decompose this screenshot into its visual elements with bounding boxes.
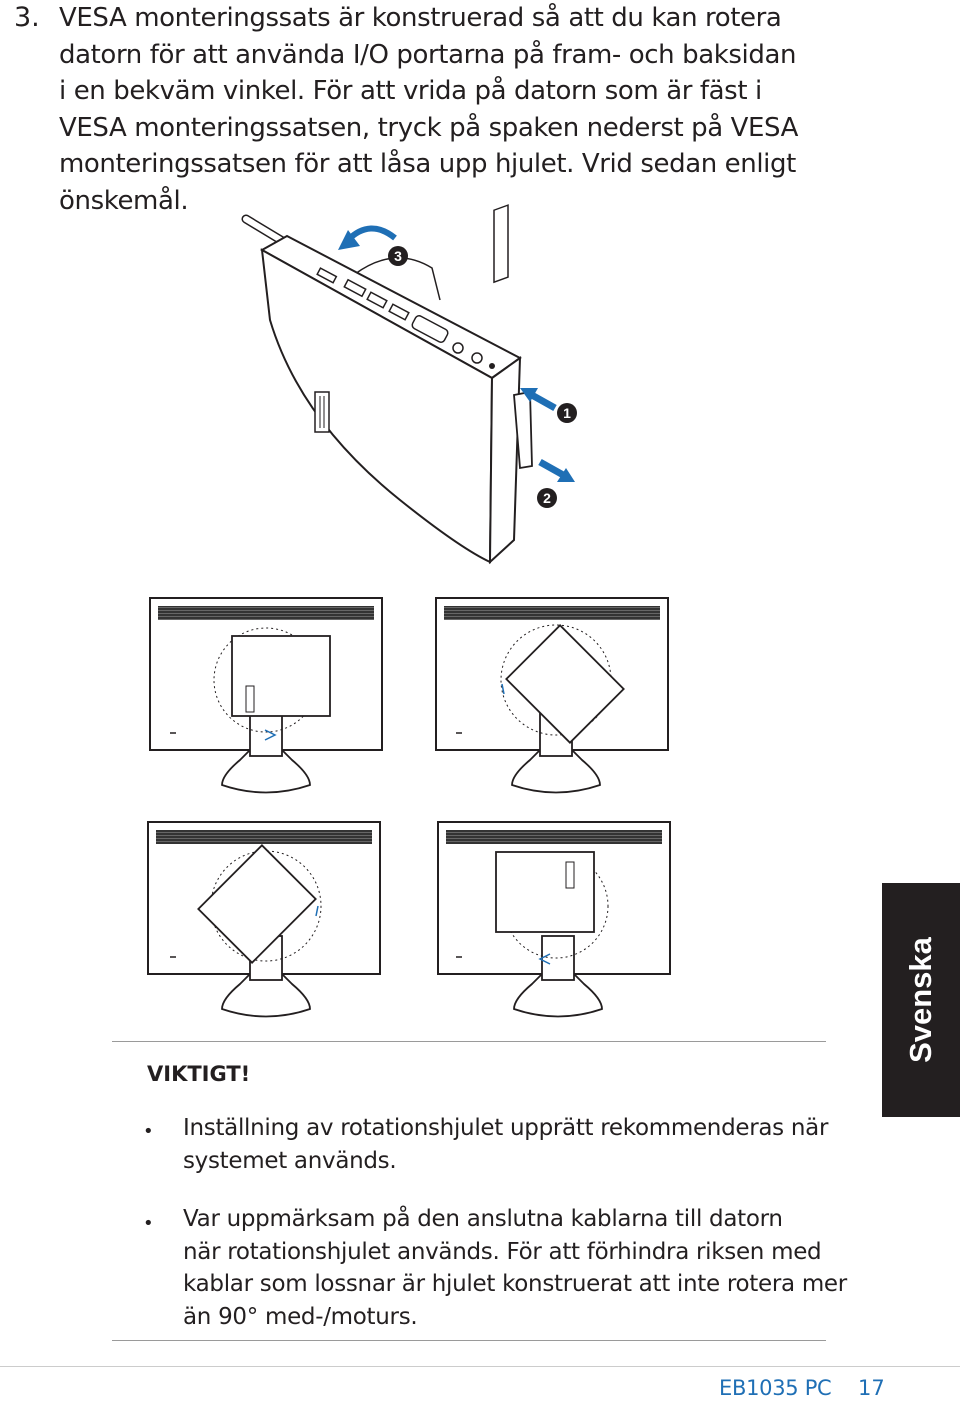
step-line: datorn för att använda I/O portarna på fram- och baksidan [59, 39, 797, 70]
callout-3-label: 3 [394, 248, 402, 264]
step-number: 3. [14, 2, 40, 33]
step-line: önskemål. [59, 185, 189, 216]
language-tab-label: Svenska [903, 937, 938, 1063]
footer-model: EB1035 PC [719, 1376, 832, 1400]
important-top-rule [112, 1041, 826, 1042]
step-line: monteringssatsen för att låsa upp hjulet. Vrid sedan enligt [59, 149, 796, 179]
bullet-line: än 90° med-/moturs. [183, 1303, 418, 1330]
bullet-line: Var uppmärksam på den anslutna kablarna till datorn [183, 1206, 783, 1232]
callout-3 [388, 246, 408, 266]
callout-2 [537, 488, 557, 508]
callout-1-label: 1 [563, 405, 571, 421]
bullet-line: när rotationshjulet används. För att förhindra riksen med [183, 1238, 822, 1265]
important-heading: VIKTIGT! [147, 1062, 251, 1086]
monitor-rotation-back [438, 822, 670, 1017]
callout-1 [557, 403, 577, 423]
bullet-1-text [183, 1112, 829, 1177]
bullet-symbol: • [143, 1121, 154, 1142]
step-line: i en bekväm vinkel. För att vrida på datorn som är fäst i [59, 76, 762, 106]
monitor-rotation-0 [150, 598, 382, 793]
footer-rule [0, 1366, 960, 1367]
monitor-rotation-cw [436, 598, 668, 793]
page-number: 17 [858, 1376, 885, 1400]
step-line: VESA monteringssatsen, tryck på spaken nederst på VESA [59, 112, 799, 143]
pc-device-drawing [246, 205, 575, 562]
bullet-2-text [183, 1203, 847, 1333]
language-tab [882, 883, 960, 1117]
important-bottom-rule [112, 1340, 826, 1341]
callout-2-label: 2 [543, 490, 551, 506]
monitor-rotation-ccw [148, 822, 380, 1017]
bullet-line: Inställning av rotationshjulet upprätt rekommenderas när [183, 1115, 829, 1141]
bullet-line: systemet används. [183, 1147, 397, 1174]
step-line: VESA monteringssats är konstruerad så att du kan rotera [59, 3, 782, 33]
bullet-line: kablar som lossnar är hjulet konstruerat att inte rotera mer [183, 1271, 847, 1297]
bullet-symbol: • [143, 1213, 154, 1234]
